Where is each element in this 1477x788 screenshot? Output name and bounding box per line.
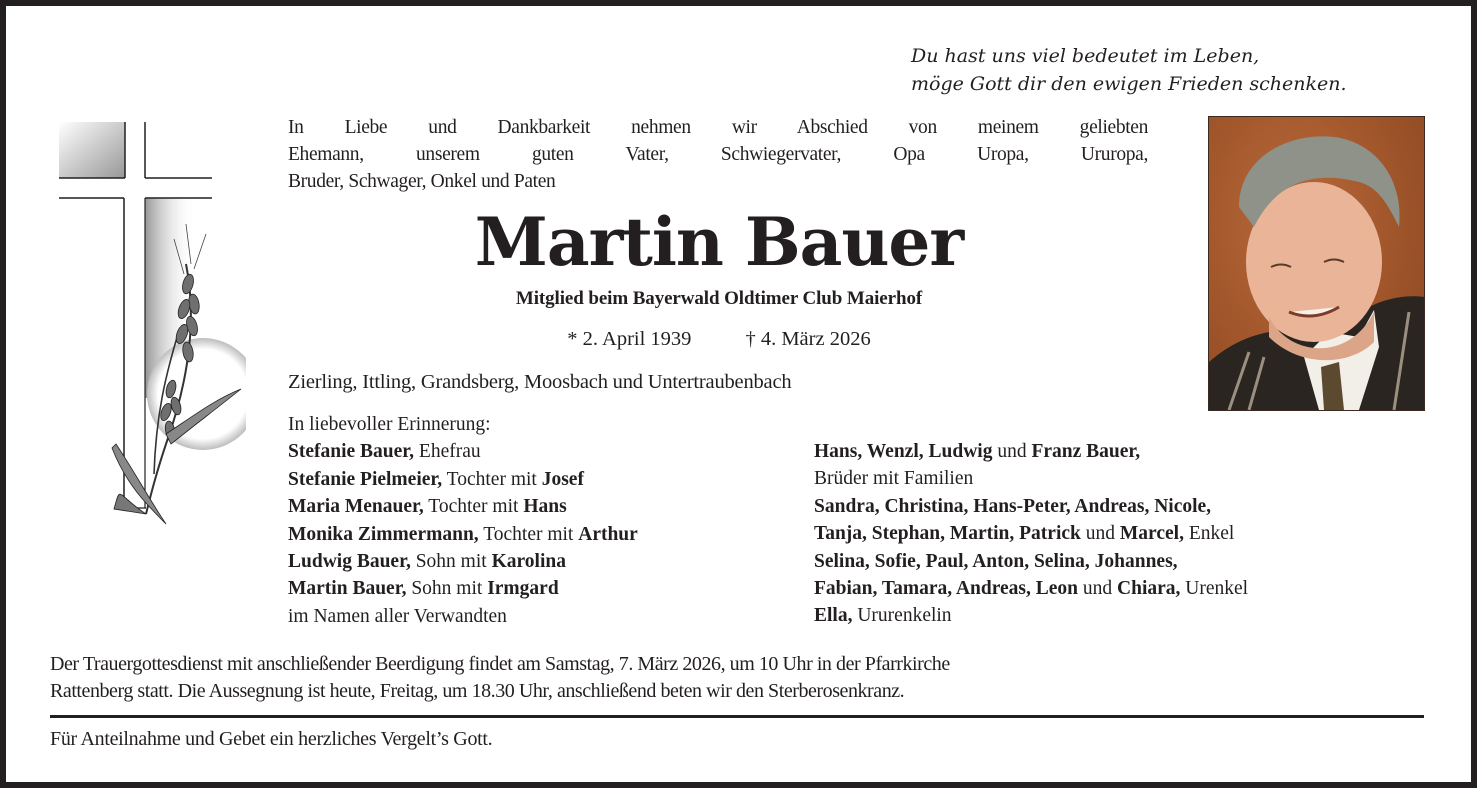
service-line: Der Trauergottesdienst mit anschließender Beerdigung findet am Samstag, 7. März 2026, um 10 Uhr in der Pfarrkirche [50,653,950,675]
mourner-entry: Maria Menauer, Tochter mit Hans [288,496,567,518]
mourner-entry: Ella, Ururenkelin [814,605,952,627]
motto-line: Du hast uns viel bedeutet im Leben, [911,45,1260,67]
club-membership: Mitglied beim Bayerwald Oldtimer Club Maierhof [515,288,923,309]
mourner-entry: Hans, Wenzl, Ludwig und Franz Bauer, [814,441,1141,462]
deceased-name: Martin Bauer [474,203,964,281]
portrait-image [1209,117,1424,410]
motto-verse [911,42,1347,98]
mourner-entry: im Namen aller Verwandten [288,605,507,627]
mourner-entry: Monika Zimmermann, Tochter mit Arthur [288,523,638,545]
intro-line: In Liebe und Dankbarkeit nehmen wir Abschied von meinem geliebten [288,117,1148,138]
mourner-entry: Selina, Sofie, Paul, Anton, Selina, Johannes, [814,550,1178,572]
mourner-entry: Stefanie Pielmeier, Tochter mit Josef [288,468,584,490]
divider [50,715,1424,718]
mourner-entry: Sandra, Christina, Hans-Peter, Andreas, Nicole, [814,495,1212,517]
mourners-right [814,438,1248,630]
death-date: † 4. März 2026 [745,328,871,350]
mourners-left [288,411,638,630]
places: Zierling, Ittling, Grandsberg, Moosbach und Untertraubenbach [288,371,792,393]
mourner-entry: Martin Bauer, Sohn mit Irmgard [288,578,559,600]
birth-date: * 2. April 1939 [567,328,692,350]
mourner-entry: Fabian, Tamara, Andreas, Leon und Chiara, Urenkel [814,578,1249,600]
intro-line: Bruder, Schwager, Onkel und Paten [288,171,556,192]
mourner-entry: Ludwig Bauer, Sohn mit Karolina [288,551,566,573]
service-line: Rattenberg statt. Die Aussegnung ist heute, Freitag, um 18.30 Uhr, anschließend beten wir den Sterberosenkranz. [50,680,905,702]
mourner-entry: Tanja, Stephan, Martin, Patrick und Marcel, Enkel [814,523,1235,545]
mourners-heading: In liebevoller Erinnerung: [288,414,491,435]
cross-wheat-icon [46,114,246,534]
portrait-photo [1208,116,1425,411]
mourner-entry: Brüder mit Familien [814,468,974,490]
motto-line: möge Gott dir den ewigen Frieden schenken. [911,73,1347,95]
life-dates [288,325,1150,353]
funeral-service-info [50,651,1424,705]
intro-text [288,114,1148,195]
obituary-notice [6,6,1471,782]
intro-line: Ehemann, unserem guten Vater, Schwiegervater, Opa Uropa, Ururopa, [288,144,1148,165]
mourner-entry: Stefanie Bauer, Ehefrau [288,441,481,463]
thanks-text: Für Anteilnahme und Gebet ein herzliches Vergelt’s Gott. [50,728,493,750]
